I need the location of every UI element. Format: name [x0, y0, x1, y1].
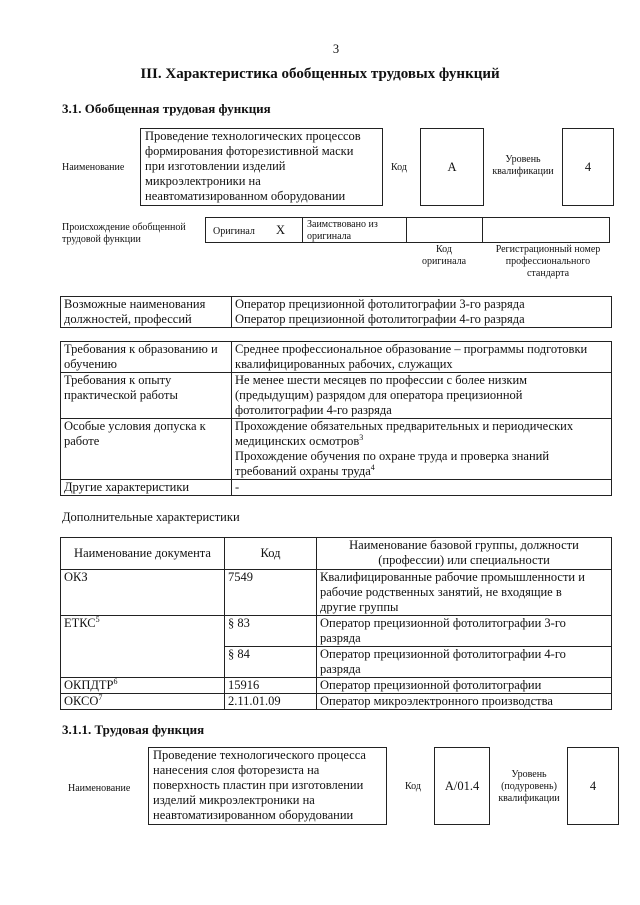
req-label: Требования к образованию и обучению	[61, 342, 232, 373]
original-label: Оригинал	[213, 226, 255, 237]
group-cell: Оператор прецизионной фотолитографии 4-го разряда	[317, 647, 612, 678]
req-label: Требования к опыту практической работы	[61, 373, 232, 419]
req-value: -	[232, 480, 612, 496]
col-header: Наименование документа	[61, 538, 225, 570]
req-label: Другие характеристики	[61, 480, 232, 496]
positions-table	[60, 296, 612, 328]
page-title: III. Характеристика обобщенных трудовых функций	[140, 66, 500, 82]
reg-number-label: Регистрационный номер профессионального стандарта	[495, 244, 601, 279]
requirements-table	[60, 341, 612, 496]
origin-table	[205, 217, 610, 243]
positions-values: Оператор прецизионной фотолитографии 3-го разряда Оператор прецизионной фотолитографии 4-го разряда	[232, 297, 612, 328]
subsection-heading: 3.1.1. Трудовая функция	[62, 722, 205, 737]
level-value: 4	[584, 160, 592, 174]
origin-divider-1	[302, 217, 303, 243]
name-value: Проведение технологических процессов формирования фоторезистивной маски при изготовлении изделий микроэлектроники на неавтоматизированном оборудовании	[145, 129, 361, 203]
borrowed-label: Заимствовано из оригинала	[307, 219, 378, 242]
code-cell: § 84	[225, 647, 317, 678]
additional-table	[60, 537, 612, 710]
tf-name-value: Проведение технологического процесса нанесения слоя фоторезиста на поверхность пластин при изготовлении изделий микроэлектроники на неавтоматизированном оборудовании	[153, 748, 366, 822]
doc-cell: ОКЗ	[61, 570, 225, 616]
code-value: A	[447, 160, 457, 174]
group-cell: Оператор прецизионной фотолитографии 3-го разряда	[317, 616, 612, 647]
col-header: Наименование базовой группы, должности (профессии) или специальности	[317, 538, 612, 570]
tf-name-label: Наименование	[68, 783, 131, 794]
req-value: Среднее профессиональное образование – программы подготовки квалифицированных рабочих, служащих	[232, 342, 612, 373]
group-cell: Квалифицированные рабочие промышленности и рабочие родственных занятий, не входящие в другие группы	[317, 570, 612, 616]
group-cell: Оператор прецизионной фотолитографии	[317, 678, 612, 694]
col-header: Код	[225, 538, 317, 570]
doc-cell: ЕТКС$^5$	[61, 616, 225, 678]
origin-label: Происхождение обобщенной трудовой функции	[62, 222, 186, 245]
code-cell: 7549	[225, 570, 317, 616]
tf-level-label: Уровень (подуровень) квалификации	[498, 769, 560, 804]
original-mark: X	[276, 223, 286, 237]
req-value: Не менее шести месяцев по профессии с более низким (предыдущим) разрядом для оператора прецизионной фотолитографии 4-го разряда	[232, 373, 612, 419]
tf-code-value: A/01.4	[444, 779, 480, 793]
level-label: Уровень квалификации	[492, 154, 554, 177]
doc-cell: ОКСО$^7$	[61, 694, 225, 710]
code-cell: 2.11.01.09	[225, 694, 317, 710]
section-heading: 3.1. Обобщенная трудовая функция	[62, 101, 271, 116]
origin-divider-3	[482, 217, 483, 243]
origin-divider-2	[406, 217, 407, 243]
tf-level-value: 4	[589, 779, 597, 793]
tf-code-label: Код	[405, 781, 421, 792]
req-value: Прохождение обязательных предварительных и периодических медицинских осмотров$^3$ Прохождение обучения по охране труда и проверка знаний требований охраны труда$^4$	[232, 419, 612, 480]
group-cell: Оператор микроэлектронного производства	[317, 694, 612, 710]
req-label: Особые условия допуска к работе	[61, 419, 232, 480]
footnote-ref: 3	[359, 432, 364, 442]
name-label: Наименование	[62, 162, 125, 173]
positions-label: Возможные наименования должностей, профессий	[61, 297, 232, 328]
additional-heading: Дополнительные характеристики	[62, 510, 240, 524]
code-label: Код	[391, 162, 407, 173]
code-cell: § 83	[225, 616, 317, 647]
page-number: 3	[332, 42, 340, 56]
code-original-label: Код оригинала	[421, 244, 467, 267]
footnote-ref: 4	[370, 462, 375, 472]
doc-cell: ОКПДТР$^6$	[61, 678, 225, 694]
code-cell: 15916	[225, 678, 317, 694]
